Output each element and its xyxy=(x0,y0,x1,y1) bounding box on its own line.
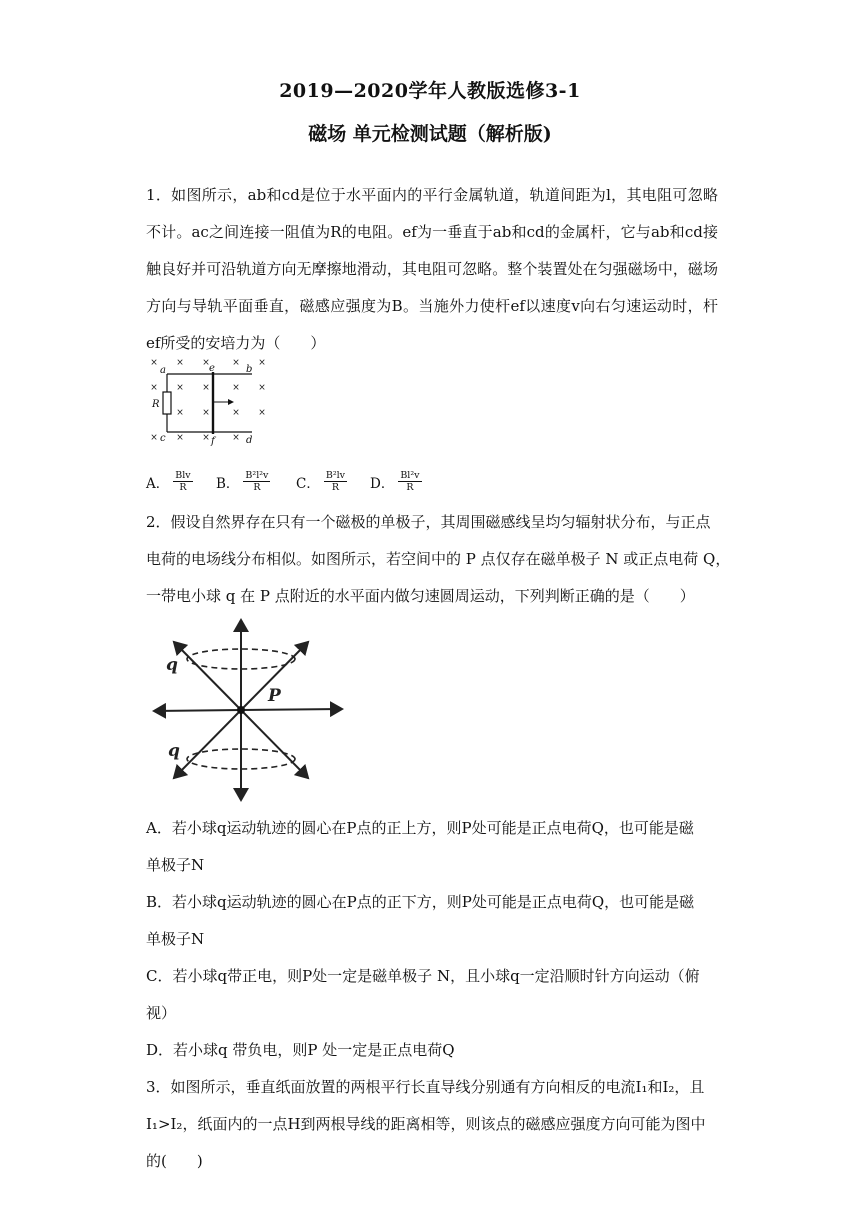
q1-option-a: A． $\frac{\text{Blv}}{R}$ xyxy=(146,470,191,493)
svg-text:×: × xyxy=(150,433,158,443)
label-e: e xyxy=(209,363,215,374)
svg-text:×: × xyxy=(176,358,184,368)
q3-line-1: 3．如图所示，垂直纸面放置的两根平行长直导线分别通有方向相反的电流I₁和I₂，且 xyxy=(146,1078,705,1096)
label-f: f xyxy=(211,436,215,447)
svg-text:×: × xyxy=(176,408,184,418)
q2-option-a-line-1: A．若小球q运动轨迹的圆心在P点的正上方，则P处可能是正点电荷Q，也可能是磁 xyxy=(146,819,694,837)
velocity-arrow xyxy=(228,399,234,405)
svg-text:×: × xyxy=(258,358,266,368)
svg-text:×: × xyxy=(202,433,210,443)
label-q-top: q xyxy=(166,655,178,675)
resistor-r xyxy=(163,392,171,414)
label-p: P xyxy=(268,686,281,706)
q2-option-b-line-2: 单极子N xyxy=(146,930,205,948)
q2-option-d: D．若小球q 带负电，则P 处一定是正点电荷Q xyxy=(146,1041,455,1059)
label-q-bottom: q xyxy=(168,741,180,761)
q3-line-2: I₁>I₂，纸面内的一点H到两根导线的距离相等，则该点的磁感应强度方向可能为图中 xyxy=(146,1115,706,1133)
svg-text:×: × xyxy=(232,358,240,368)
svg-text:×: × xyxy=(202,408,210,418)
label-R: R xyxy=(152,399,160,410)
label-a: a xyxy=(160,365,166,376)
svg-text:×: × xyxy=(258,383,266,393)
q2-option-c-line-2: 视） xyxy=(146,1004,177,1022)
q2-line-1: 2．假设自然界存在只有一个磁极的单极子，其周围磁感线呈均匀辐射状分布，与正点 xyxy=(146,513,711,531)
q1-option-c: C． $\frac{\text{B²lv}}{R}$ xyxy=(296,470,346,493)
svg-text:×: × xyxy=(232,383,240,393)
q2-option-b-line-1: B．若小球q运动轨迹的圆心在P点的正下方，则P处可能是正点电荷Q，也可能是磁 xyxy=(146,893,695,911)
title-line-1: 2019—2020学年人教版选修3-1 xyxy=(279,80,581,102)
svg-text:×: × xyxy=(232,433,240,443)
point-p-dot xyxy=(237,706,245,714)
label-c: c xyxy=(160,433,166,444)
svg-text:×: × xyxy=(150,358,158,368)
svg-text:×: × xyxy=(176,433,184,443)
svg-text:×: × xyxy=(202,358,210,368)
q2-line-3: 一带电小球 q 在 P 点附近的水平面内做匀速圆周运动，下列判断正确的是（ ） xyxy=(146,587,695,605)
q2-option-c-line-1: C．若小球q带正电，则P处一定是磁单极子 N，且小球q一定沿顺时针方向运动（俯 xyxy=(146,967,700,985)
q2-line-2: 电荷的电场线分布相似。如图所示，若空间中的 P 点仅存在磁单极子 N 或正点电荷 Q， xyxy=(146,550,731,568)
q1-option-b: B． $\frac{\text{B²l²v}}{R}$ xyxy=(216,470,269,493)
label-d: d xyxy=(246,435,253,446)
q1-option-d: D． $\frac{\text{Bl²v}}{R}$ xyxy=(370,470,420,493)
svg-text:×: × xyxy=(232,408,240,418)
svg-text:×: × xyxy=(258,408,266,418)
svg-text:×: × xyxy=(202,383,210,393)
label-b: b xyxy=(246,364,253,375)
q1-figure-rail-circuit xyxy=(146,352,272,448)
q3-line-3: 的( ) xyxy=(146,1152,203,1170)
title-line-2: 磁场 单元检测试题（解析版) xyxy=(308,123,552,145)
q2-figure-monopole-field xyxy=(150,614,346,804)
svg-text:×: × xyxy=(150,383,158,393)
q2-option-a-line-2: 单极子N xyxy=(146,856,205,874)
svg-text:×: × xyxy=(176,383,184,393)
q1-text: 1．如图所示，ab和cd是位于水平面内的平行金属轨道，轨道间距为l，其电阻可忽略不计。ac之间连接一阻值为R的电阻。ef为一垂直于ab和cd的金属杆，它与ab和cd接触良好并可沿轨道方向无摩擦地滑动，其电阻可忽略。整个装置处在匀强磁场中，磁场方向与导轨平面垂直，磁感应强度为B。当施外力使杆ef以速度v向右匀速运动时，杆ef所受的安培力为（ ） xyxy=(146,186,718,352)
